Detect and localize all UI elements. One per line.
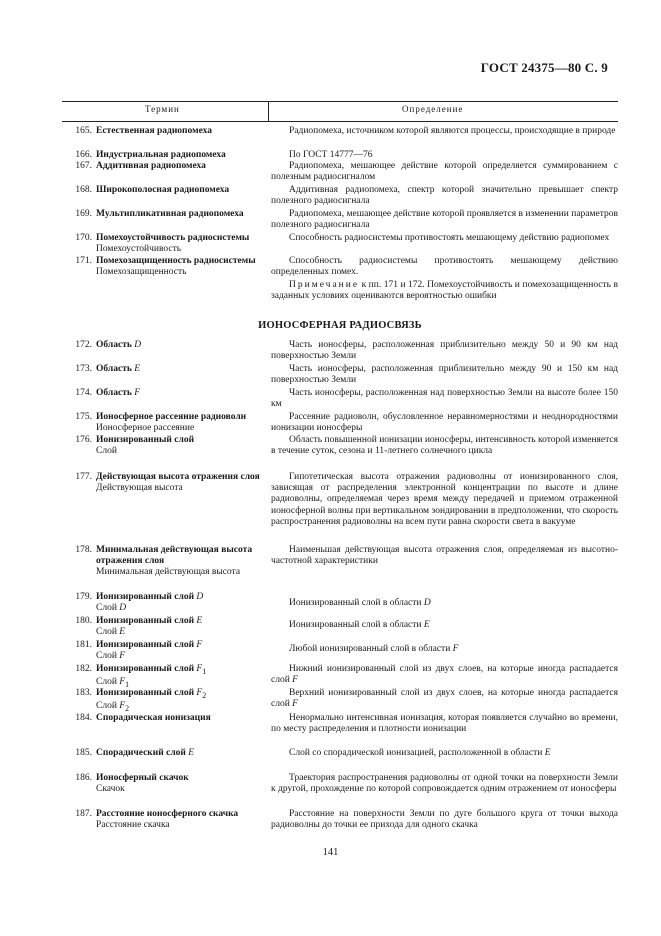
definition: Радиопомеха, мешающее действие которой определяется суммированием с полезным радиосигналом — [271, 161, 618, 183]
definition: Ионизированный слой в области E — [289, 620, 430, 630]
note: Примечание к пп. 171 и 172. Помехоустойчивость и помехозащищенность в заданных условиях оцениваются вероятностью ошибки — [271, 280, 618, 302]
definition: Способность радиосистемы противостоять мешающему действию определенных помех. — [271, 256, 618, 278]
definition: Ненормально интенсивная ионизация, которая появляется случайно во времени, по месту распределения и плотности ионизации — [271, 713, 618, 735]
table-top-rule — [62, 101, 618, 102]
definition: Любой ионизированный слой в области F — [289, 644, 459, 654]
definition: По ГОСТ 14777—76 — [289, 150, 373, 160]
definition: Область повышенной ионизации ионосферы, интенсивность которой изменяется в течение суток, сезона и 11-летнего солнечного цикла — [271, 435, 618, 457]
definition: Радиопомеха, источником которой являются процессы, происходящие в природе — [289, 126, 616, 136]
term-row: 181. Ионизированный слой F Слой F — [75, 640, 203, 662]
term-row: 171. Помехозащищенность радиосистемы Помехозащищенность — [75, 256, 256, 278]
definition: Аддитивная радиопомеха, спектр которой значительно превышает спектр полезного радиосигнала — [271, 185, 618, 207]
term-row: 170. Помехоустойчивость радиосистемы Помехоустойчивость — [75, 233, 250, 255]
definition: Часть ионосферы, расположенная приблизительно между 90 и 150 км над поверхностью Земли — [271, 364, 618, 386]
term-row: 165. Естественная радиопомеха — [75, 126, 212, 136]
term-row: 169. Мультипликативная радиопомеха — [75, 209, 244, 219]
definition: Траектория распространения радиоволны от одной точки на поверхности Земли к другой, прохождение по которой сопровождается одним отражением от ионосферы — [271, 773, 618, 795]
term-row: 174. Область F — [75, 388, 141, 398]
term-row: 175. Ионосферное рассеяние радиоволн Ионосферное рассеяние — [75, 412, 247, 434]
term-row: 177. Действующая высота отражения слоя Действующая высота — [75, 472, 260, 494]
term-row: 184. Спорадическая ионизация — [75, 713, 211, 723]
definition: Ионизированный слой в области D — [289, 598, 431, 608]
term-row: 167. Аддитивная радиопомеха — [75, 161, 206, 171]
definition: Верхний ионизированный слой из двух слоев, на которые иногда распадается слой F — [271, 688, 618, 710]
column-header-term: Термин — [145, 104, 180, 114]
term-row: 180. Ионизированный слой E Слой E — [75, 616, 203, 638]
definition: Нижний ионизированный слой из двух слоев, на которые иногда распадается слой F — [271, 664, 618, 686]
term-row: 187. Расстояние ионосферного скачка Расстояние скачка — [75, 809, 239, 831]
term-row: 186. Ионосферный скачок Скачок — [75, 773, 189, 795]
term-row: 176. Ионизированный слой Слой — [75, 435, 195, 457]
term-row: 183. Ионизированный слой $F_2$ Слой $F_2$ — [75, 688, 207, 713]
definition: Часть ионосферы, расположенная над поверхностью Земли на высоте более 150 км — [271, 388, 618, 410]
table-header-rule — [62, 121, 618, 122]
term-row: 168. Широкополосная радиопомеха — [75, 185, 230, 195]
term-row: 166. Индустриальная радиопомеха — [75, 150, 226, 160]
term-row: 172. Область D — [75, 340, 142, 350]
section-title: ИОНОСФЕРНАЯ РАДИОСВЯЗЬ — [258, 320, 422, 331]
definition: Рассеяние радиоволн, обусловленное неравномерностями и неоднородностями ионизации ионосферы — [271, 412, 618, 434]
definition: Слой со спорадической ионизацией, расположенной в области E — [289, 748, 551, 758]
term-row: 178. Минимальная действующая высота отражения слоя Минимальная действующая высота — [75, 545, 253, 578]
document-header: ГОСТ 24375—80 С. 9 — [480, 60, 608, 75]
page-number: 141 — [322, 847, 339, 858]
term-row: 185. Спорадический слой E — [75, 748, 195, 758]
definition: Часть ионосферы, расположенная приблизительно между 50 и 90 км над поверхностью Земли — [271, 340, 618, 362]
term-row: 182. Ионизированный слой $F_1$ Слой $F_1$ — [75, 664, 207, 689]
column-header-definition: Определение — [402, 104, 464, 114]
definition: Расстояние на поверхности Земли по дуге большого круга от точки выхода радиоволны до точки ее прихода для одного скачка — [271, 809, 618, 831]
definition: Наименьшая действующая высота отражения слоя, определяемая из высотно-частотной характеристики — [271, 545, 618, 567]
term-row: 173. Область E — [75, 364, 141, 374]
definition: Гипотетическая высота отражения радиоволны от ионизированного слоя, зависящая от распределения электронной концентрации по высоте и длине радиоволны, определяемая через время между передачей и приемом отраженной ионосферной волны при вертикальном зондировании в предположении, что скорость распространения радиоволны на всем пути равна скорости света в вакууме — [271, 472, 618, 527]
column-divider — [268, 101, 269, 121]
term-row: 179. Ионизированный слой D Слой D — [75, 592, 204, 614]
definition: Способность радиосистемы противостоять мешающему действию радиопомех — [289, 233, 610, 243]
definition: Радиопомеха, мешающее действие которой проявляется в изменении параметров полезного радиосигнала — [271, 209, 618, 231]
